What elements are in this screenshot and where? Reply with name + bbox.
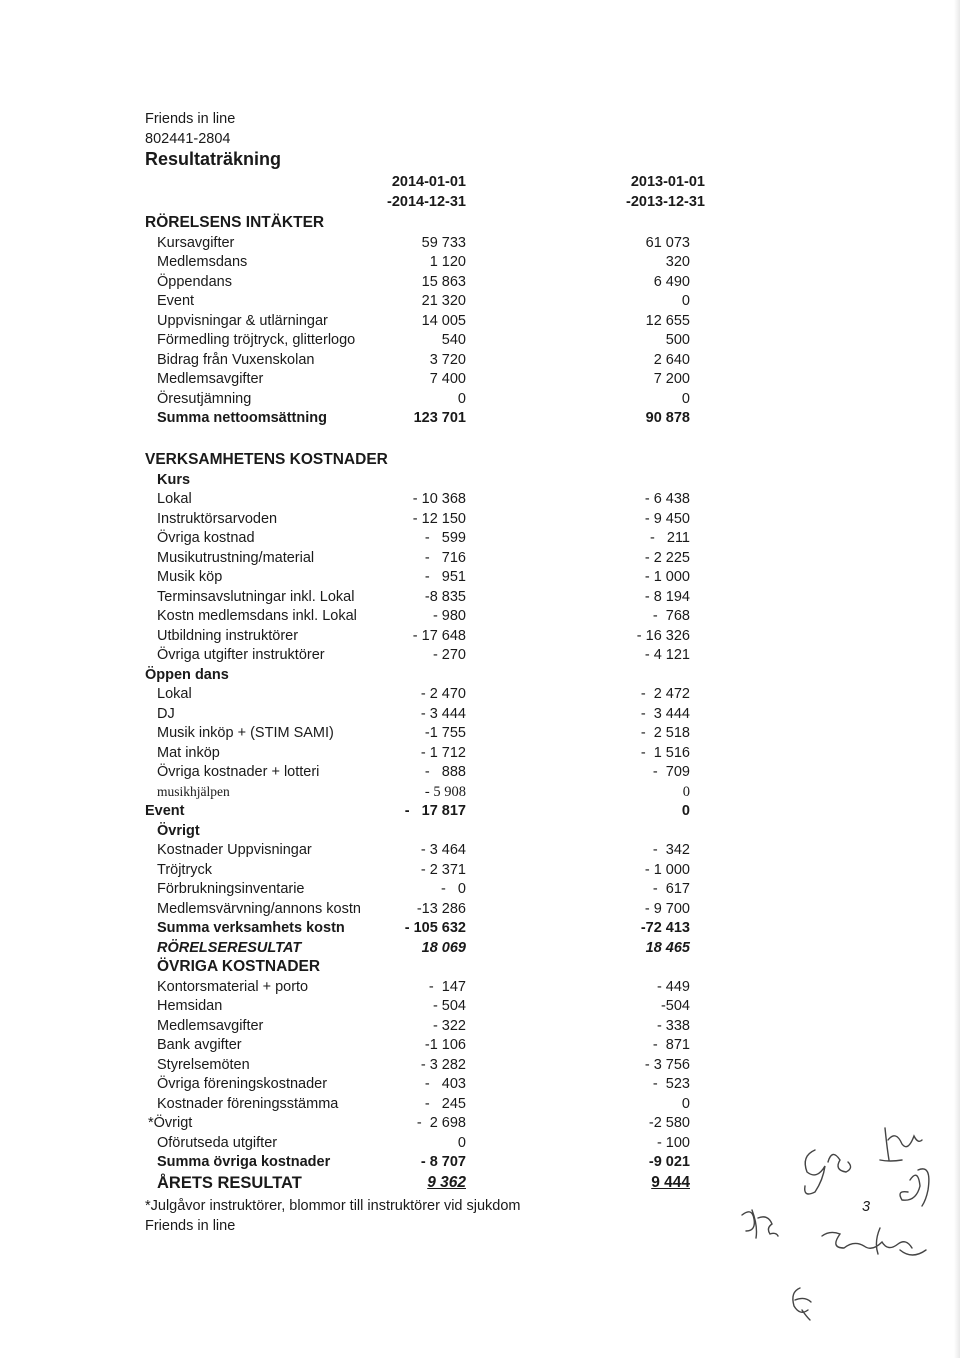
value-2014: - 888 <box>424 764 466 780</box>
row-label: Kostn medlemsdans inkl. Lokal <box>157 608 357 624</box>
footnote: *Julgåvor instruktörer, blommor till instruktörer vid sjukdom <box>145 1198 521 1214</box>
value-2013: - 9 450 <box>644 511 690 527</box>
value-2014: - 12 150 <box>412 511 466 527</box>
footer-organization: Friends in line <box>145 1218 236 1234</box>
value-2014: 3 720 <box>429 352 466 368</box>
value-2013: - 871 <box>652 1037 690 1053</box>
value-2014: - 3 444 <box>420 706 466 722</box>
value-2014: 540 <box>441 332 466 348</box>
value-2014: -1 106 <box>424 1037 466 1053</box>
row-label: Lokal <box>157 686 192 702</box>
value-2013: - 338 <box>656 1018 690 1034</box>
signature-6 <box>793 1288 811 1320</box>
row-label: Förmedling tröjtryck, glitterlogo <box>157 332 356 348</box>
value-2014: - 980 <box>432 608 466 624</box>
value-2013: 0 <box>681 391 690 407</box>
value-2013: - 6 438 <box>644 491 690 507</box>
row-label: VERKSAMHETENS KOSTNADER <box>145 451 388 468</box>
signature-3 <box>900 1169 929 1206</box>
value-2013: - 211 <box>649 530 690 546</box>
value-2014: - 2 371 <box>420 862 466 878</box>
value-2013: -72 413 <box>640 920 690 936</box>
value-2013: - 1 000 <box>644 862 690 878</box>
row-label: Kostnader föreningsstämma <box>157 1096 339 1112</box>
period-2013-end: -2013-12-31 <box>626 194 705 210</box>
value-2014: - 10 368 <box>412 491 466 507</box>
value-2014: - 147 <box>428 979 466 995</box>
value-2014: - 504 <box>432 998 466 1014</box>
row-label: Förbrukningsinventarie <box>157 881 305 897</box>
value-2013: 2 640 <box>653 352 690 368</box>
value-2013: - 9 700 <box>644 901 690 917</box>
value-2014: 7 400 <box>429 371 466 387</box>
value-2014: -13 286 <box>416 901 466 917</box>
organization-number: 802441-2804 <box>145 131 231 147</box>
value-2013: - 3 444 <box>640 706 690 722</box>
value-2014: 0 <box>457 391 466 407</box>
row-label: Medlemsavgifter <box>157 371 264 387</box>
value-2014: - 8 707 <box>420 1154 466 1170</box>
value-2013: -2 580 <box>648 1115 690 1131</box>
row-label: Öppen dans <box>145 667 229 683</box>
value-2014: 21 320 <box>421 293 466 309</box>
row-label: Terminsavslutningar inkl. Lokal <box>157 589 355 605</box>
row-label: Musik inköp + (STIM SAMI) <box>157 725 334 741</box>
row-label: *Övrigt <box>148 1115 193 1131</box>
value-2013: - 2 472 <box>640 686 690 702</box>
value-2014: - 599 <box>424 530 466 546</box>
scan-edge <box>954 0 960 1358</box>
row-label: Bidrag från Vuxenskolan <box>157 352 315 368</box>
row-label: ÅRETS RESULTAT <box>157 1174 302 1192</box>
row-label: Övrigt <box>157 823 200 839</box>
value-2014: - 716 <box>424 550 466 566</box>
row-label: Kurs <box>157 472 191 488</box>
value-2014: 15 863 <box>421 274 466 290</box>
period-2014-start: 2014-01-01 <box>391 174 466 190</box>
value-2013: - 523 <box>652 1076 690 1092</box>
row-label: Medlemsdans <box>157 254 248 270</box>
row-label: Event <box>145 803 185 819</box>
value-2013: 500 <box>665 332 690 348</box>
value-2013: 12 655 <box>645 313 690 329</box>
signature-2 <box>880 1128 922 1161</box>
row-label: Uppvisningar & utlärningar <box>157 313 328 329</box>
value-2013: - 3 756 <box>644 1057 690 1073</box>
value-2014: 14 005 <box>421 313 466 329</box>
row-label: Summa övriga kostnader <box>157 1154 331 1170</box>
row-label: Kursavgifter <box>157 235 235 251</box>
row-label: Tröjtryck <box>157 862 213 878</box>
value-2013: - 1 516 <box>640 745 690 761</box>
value-2013: 6 490 <box>653 274 690 290</box>
row-label: RÖRELSENS INTÄKTER <box>145 214 325 231</box>
row-label: Kostnader Uppvisningar <box>157 842 312 858</box>
row-label: Medlemsavgifter <box>157 1018 264 1034</box>
row-label: Öresutjämning <box>157 391 252 407</box>
value-2013: 9 444 <box>651 1174 690 1191</box>
value-2014: - 3 464 <box>420 842 466 858</box>
value-2014: - 0 <box>441 881 466 897</box>
value-2013: - 2 518 <box>640 725 690 741</box>
value-2013: 320 <box>665 254 690 270</box>
value-2014: - 403 <box>424 1076 466 1092</box>
row-label: Övriga föreningskostnader <box>157 1076 328 1092</box>
signature-1 <box>805 1150 851 1194</box>
value-2014: - 17 817 <box>404 803 466 819</box>
row-label: musikhjälpen <box>157 784 230 799</box>
value-2014: - 951 <box>424 569 466 585</box>
row-label: DJ <box>157 706 175 722</box>
value-2013: 0 <box>681 1096 690 1112</box>
value-2013: -9 021 <box>648 1154 690 1170</box>
value-2014: 18 069 <box>421 940 466 956</box>
value-2014: - 2 698 <box>416 1115 466 1131</box>
value-2014: - 2 470 <box>420 686 466 702</box>
signature-5 <box>822 1228 926 1255</box>
value-2013: - 4 121 <box>644 647 690 663</box>
row-label: Öppendans <box>157 274 232 290</box>
row-label: RÖRELSERESULTAT <box>157 940 302 956</box>
row-label: Summa nettoomsättning <box>157 410 327 426</box>
row-label: Medlemsvärvning/annons kostn <box>157 901 361 917</box>
value-2014: - 3 282 <box>420 1057 466 1073</box>
value-2014: - 17 648 <box>412 628 466 644</box>
value-2014: - 322 <box>432 1018 466 1034</box>
value-2014: 1 120 <box>429 254 466 270</box>
value-2013: -504 <box>660 998 690 1014</box>
value-2014: 59 733 <box>421 235 466 251</box>
value-2013: - 449 <box>656 979 690 995</box>
value-2014: - 5 908 <box>424 784 466 800</box>
value-2013: - 709 <box>652 764 690 780</box>
period-2014-end: -2014-12-31 <box>387 194 466 210</box>
row-label: Event <box>157 293 195 309</box>
value-2013: 18 465 <box>645 940 690 956</box>
period-2013-start: 2013-01-01 <box>630 174 705 190</box>
row-label: Övriga kostnader + lotteri <box>157 764 320 780</box>
row-label: Övriga utgifter instruktörer <box>157 647 325 663</box>
value-2014: - 270 <box>432 647 466 663</box>
row-label: Musik köp <box>157 569 223 585</box>
value-2014: - 1 712 <box>420 745 466 761</box>
value-2013: - 617 <box>652 881 690 897</box>
page-title: Resultaträkning <box>145 149 282 169</box>
value-2013: - 2 225 <box>644 550 690 566</box>
value-2013: - 16 326 <box>636 628 690 644</box>
value-2013: 0 <box>681 803 690 819</box>
row-label: Oförutseda utgifter <box>157 1135 278 1151</box>
value-2014: 123 701 <box>413 410 466 426</box>
value-2014: 9 362 <box>427 1174 466 1191</box>
page-number: 3 <box>862 1199 871 1215</box>
row-label: Utbildning instruktörer <box>157 628 299 644</box>
row-label: Summa verksamhets kostn <box>157 920 345 936</box>
signature-4 <box>742 1210 778 1238</box>
value-2013: 7 200 <box>653 371 690 387</box>
row-label: Övriga kostnad <box>157 530 255 546</box>
row-label: Bank avgifter <box>157 1037 242 1053</box>
value-2013: - 342 <box>652 842 690 858</box>
value-2013: 0 <box>682 784 690 800</box>
value-2014: - 105 632 <box>404 920 466 936</box>
row-label: Instruktörsarvoden <box>157 511 278 527</box>
value-2013: - 100 <box>656 1135 690 1151</box>
row-label: Kontorsmaterial + porto <box>157 979 309 995</box>
value-2014: 0 <box>457 1135 466 1151</box>
row-label: Styrelsemöten <box>157 1057 250 1073</box>
row-label: Mat inköp <box>157 745 220 761</box>
value-2014: -1 755 <box>424 725 466 741</box>
value-2013: 90 878 <box>645 410 690 426</box>
row-label: Musikutrustning/material <box>157 550 315 566</box>
value-2013: - 1 000 <box>644 569 690 585</box>
row-label: Hemsidan <box>157 998 223 1014</box>
value-2013: - 768 <box>652 608 690 624</box>
value-2013: 0 <box>681 293 690 309</box>
value-2014: - 245 <box>424 1096 466 1112</box>
value-2014: -8 835 <box>424 589 466 605</box>
value-2013: 61 073 <box>645 235 690 251</box>
organization-name: Friends in line <box>145 111 236 127</box>
row-label: ÖVRIGA KOSTNADER <box>157 958 321 975</box>
row-label: Lokal <box>157 491 192 507</box>
value-2013: - 8 194 <box>644 589 690 605</box>
